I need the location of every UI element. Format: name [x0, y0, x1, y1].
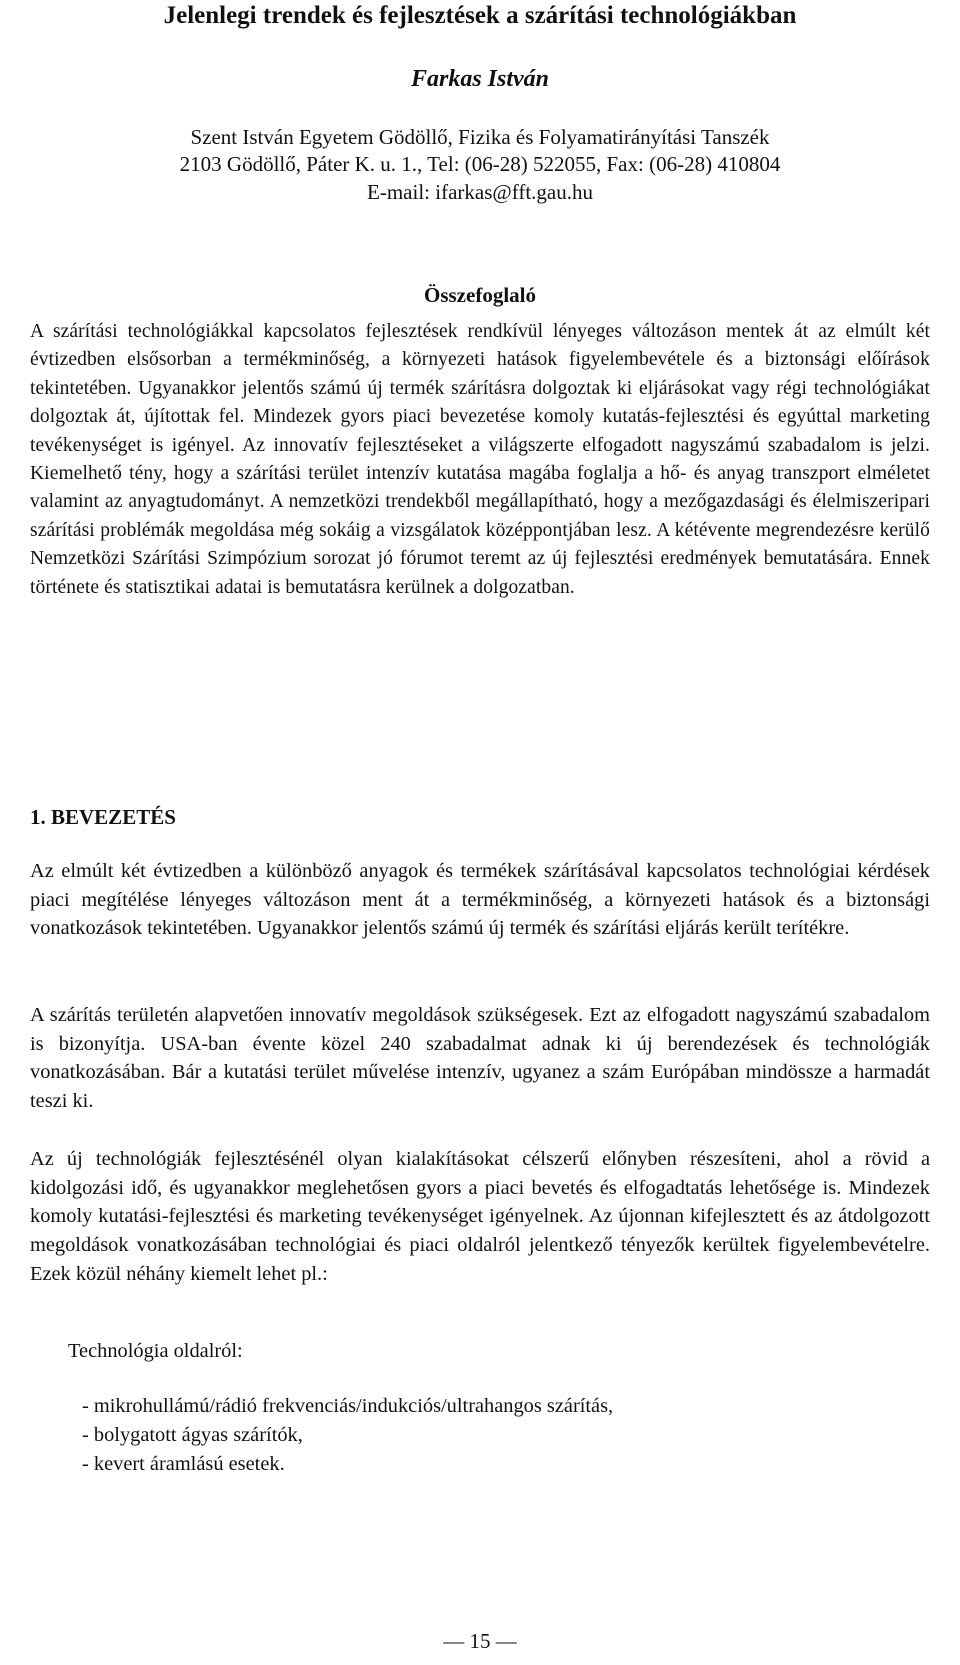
- abstract-heading: Összefoglaló: [424, 283, 536, 307]
- document-title: Jelenlegi trendek és fejlesztések a szárítási technológiákban: [163, 2, 797, 29]
- author-name: Farkas István: [410, 66, 550, 92]
- affiliation-email: E-mail: ifarkas@fft.gau.hu: [367, 180, 593, 204]
- list-item: - kevert áramlású esetek.: [82, 1452, 285, 1475]
- page-number: — 15 —: [443, 1629, 517, 1653]
- body-paragraph: A szárítás területén alapvetően innovatív megoldások szükségesek. Ezt az elfogadott nagyszámú szabadalom is bizonyítja. USA-ban évente közel 240 szabadalmat adnak ki új berendezések és technológiák vonatkozásában. Bár a kutatási terület művelése intenzív, ugyanez a szám Európában mindössze a harmadát teszi ki.: [30, 1004, 930, 1113]
- affiliation-address: 2103 Gödöllő, Páter K. u. 1., Tel: (06-28) 522055, Fax: (06-28) 410804: [179, 152, 781, 176]
- affiliation-institution: Szent István Egyetem Gödöllő, Fizika és Folyamatirányítási Tanszék: [190, 125, 770, 149]
- list-item: - mikrohullámú/rádió frekvenciás/indukciós/ultrahangos szárítás,: [82, 1395, 614, 1417]
- list-item: - bolygatott ágyas szárítók,: [82, 1423, 303, 1446]
- section-heading: 1. BEVEZETÉS: [30, 805, 176, 829]
- body-paragraph: Az elmúlt két évtizedben a különböző anyagok és termékek szárításával kapcsolatos technológiai kérdések piaci megítélése lényeges változáson ment át a termékminőség, a környezeti hatások és a biztonsági vonatkozások tekintetében. Ugyanakkor jelentős számú új termék és szárítási eljárás került terítékre.: [30, 860, 930, 940]
- technology-label: Technológia oldalról:: [68, 1340, 243, 1362]
- body-paragraph: Az új technológiák fejlesztésénél olyan kialakításokat célszerű előnyben részesíteni, ahol a rövid a kidolgozási idő, és ugyanakkor meglehetősen gyors a piaci bevetés és elfogadtatás lehetősége is. Mindezek komoly kutatási-fejlesztési és marketing tevékenységet igényelnek. Az újonnan kifejlesztett és az átdolgozott megoldások vonatkozásában technológiai és piaci oldalról jelentkező tényezők kerültek figyelembevételre. Ezek közül néhány kiemelt lehet pl.:: [30, 1148, 930, 1285]
- technology-list: [82, 1392, 613, 1478]
- abstract-text: A szárítási technológiákkal kapcsolatos fejlesztések rendkívül lényeges változáson mentek át az elmúlt két évtizedben elsősorban a termékminőség, a környezeti hatások figyelembevétele és a biztonsági előírások tekintetében. Ugyanakkor jelentős számú új termék szárításra dolgoztak ki eljárásokat vagy régi technológiákat dolgoztak át, újítottak fel. Mindezek gyors piaci bevezetése komoly kutatás-fejlesztési és egyúttal marketing tevékenységet is igényel. Az innovatív fejlesztéseket a világszerte elfogadott nagyszámú szabadalom is jelzi. Kiemelhető tény, hogy a szárítási terület intenzív kutatása magába foglalja a hő- és anyag transzport elméletet valamint az anyagtudományt. A nemzetközi trendekből megállapítható, hogy a mezőgazdasági és élelmiszeripari szárítási problémák megoldása még sokáig a vizsgálatok középpontjában lesz. A kétévente megrendezésre kerülő Nemzetközi Szárítási Szimpózium sorozat jó fórumot teremt az új fejlesztési eredmények bemutatására. Ennek története és statisztikai adatai is bemutatásra kerülnek a dolgozatban.: [30, 321, 930, 598]
